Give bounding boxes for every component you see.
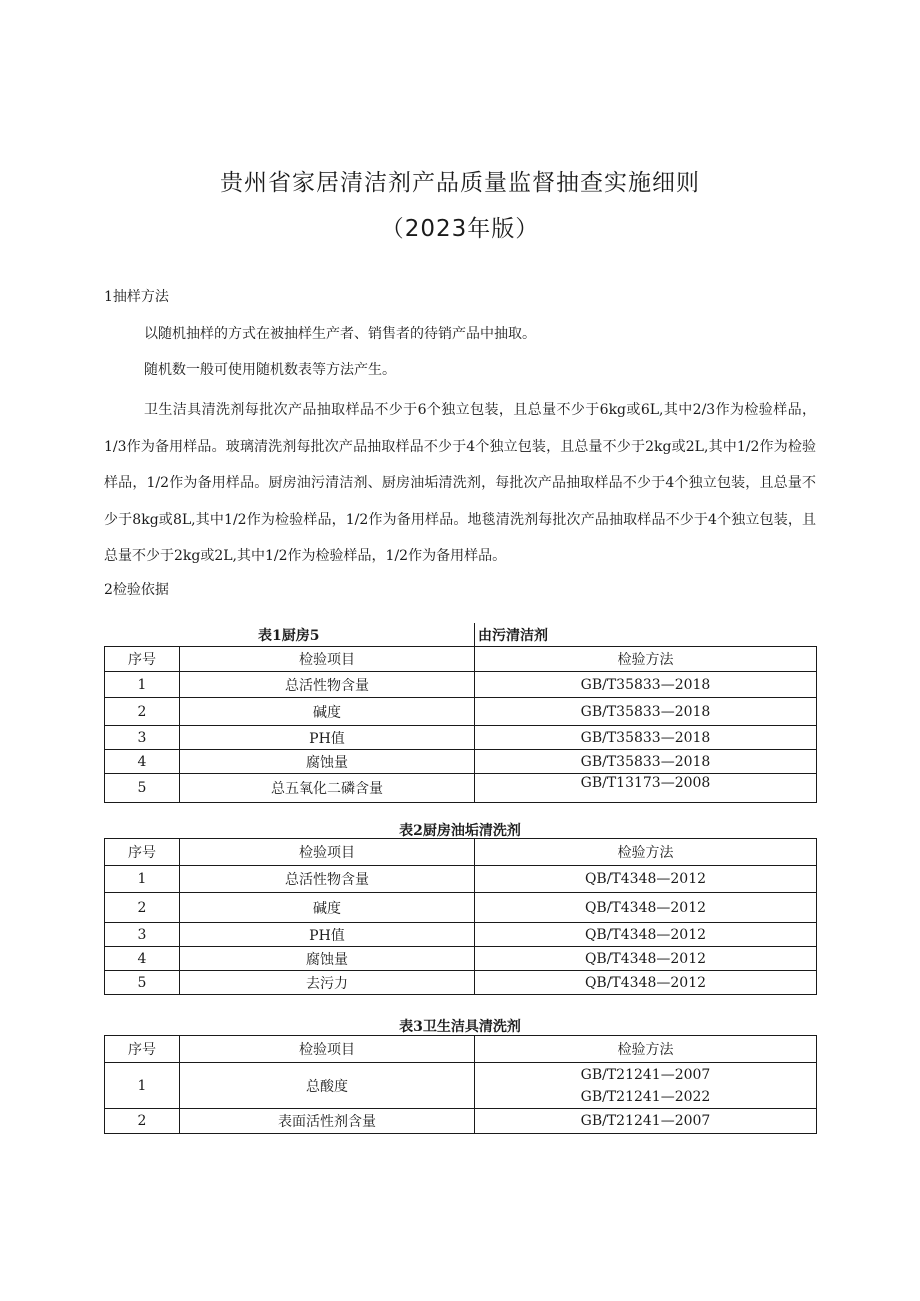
table-cell: 1 [105, 672, 180, 698]
table-cell: 1 [105, 866, 180, 893]
table-row [105, 866, 817, 893]
table-cell: 2 [105, 893, 180, 923]
table-cell: QB/T4348—2012 [475, 971, 817, 995]
table-2-caption: 表2厨房油垢清洗剂 [399, 823, 521, 839]
table-row [105, 1063, 817, 1109]
table-cell: 腐蚀量 [180, 947, 475, 971]
table-header-row [105, 647, 817, 672]
table-2 [104, 838, 817, 995]
table-cell: GB/T35833—2018 [475, 698, 817, 726]
header-cell: 检验项目 [180, 647, 475, 672]
header-cell: 检验方法 [475, 1036, 817, 1063]
table-row [105, 774, 817, 803]
paragraph-sampling-method: 以随机抽样的方式在被抽样生产者、销售者的待销产品中抽取。 [144, 326, 536, 342]
table-cell: 5 [105, 971, 180, 995]
table-cell-methods [475, 1063, 817, 1109]
section-2-heading: 2检验依据 [104, 582, 169, 598]
table-cell: PH值 [180, 726, 475, 750]
table-cell: GB/T35833—2018 [475, 726, 817, 750]
table-3 [104, 1035, 817, 1134]
table-3-caption: 表3卫生洁具清洗剂 [399, 1019, 521, 1035]
table-row [105, 698, 817, 726]
page-title: 贵州省家居清洁剂产品质量监督抽查实施细则 [220, 170, 700, 196]
table-row [105, 893, 817, 923]
header-cell: 序号 [105, 839, 180, 866]
table-1-caption-left: 表1厨房5 [258, 628, 320, 644]
header-cell: 序号 [105, 1036, 180, 1063]
table-row [105, 923, 817, 947]
method-line: GB/T21241—2007 [580, 1066, 711, 1083]
table-cell: GB/T35833—2018 [475, 750, 817, 774]
table-row [105, 726, 817, 750]
table-cell: QB/T4348—2012 [475, 866, 817, 893]
table-cell: 5 [105, 774, 180, 803]
page-subtitle: （2023年版） [380, 216, 540, 242]
table-header-row [105, 1036, 817, 1063]
paragraph-sample-quantities: 卫生洁具清洗剂每批次产品抽取样品不少于6个独立包装，且总量不少于6kg或6L,其中2/3作为检验样品，1/3作为备用样品。玻璃清洗剂每批次产品抽取样品不少于4个独立包装，且总量不少于2kg或2L,其中1/2作为检验样品，1/2作为备用样品。厨房油污清洁剂、厨房油垢清洗剂，每批次产品抽取样品不少于4个独立包装，且总量不少于8kg或8L,其中1/2作为检验样品，1/2作为备用样品。地毯清洗剂每批次产品抽取样品不少于4个独立包装，且总量不少于2kg或2L,其中1/2作为检验样品，1/2作为备用样品。 [104, 402, 816, 564]
table-1-caption-right: 由污清洁剂 [478, 628, 548, 644]
table-1 [104, 646, 817, 803]
table-cell: 2 [105, 698, 180, 726]
table-row [105, 672, 817, 698]
header-cell: 序号 [105, 647, 180, 672]
header-cell: 检验项目 [180, 1036, 475, 1063]
table-1-caption-divider [474, 623, 475, 647]
table-cell: PH值 [180, 923, 475, 947]
table-cell: 总五氧化二磷含量 [180, 774, 475, 803]
method-line: GB/T21241—2022 [580, 1088, 711, 1105]
section-1-heading: 1抽样方法 [104, 289, 169, 305]
header-cell: 检验项目 [180, 839, 475, 866]
table-cell: QB/T4348—2012 [475, 923, 817, 947]
table-row [105, 971, 817, 995]
table-cell: 碱度 [180, 893, 475, 923]
table-cell: 4 [105, 750, 180, 774]
table-cell: QB/T4348—2012 [475, 893, 817, 923]
table-cell: 4 [105, 947, 180, 971]
table-row [105, 947, 817, 971]
header-cell: 检验方法 [475, 839, 817, 866]
table-cell: 3 [105, 726, 180, 750]
paragraph-random-numbers: 随机数一般可使用随机数表等方法产生。 [144, 362, 396, 378]
table-cell: 1 [105, 1063, 180, 1109]
table-cell: 总酸度 [180, 1063, 475, 1109]
table-cell: 碱度 [180, 698, 475, 726]
table-cell: GB/T13173—2008 [475, 774, 817, 803]
table-cell: 去污力 [180, 971, 475, 995]
header-cell: 检验方法 [475, 647, 817, 672]
table-cell: QB/T4348—2012 [475, 947, 817, 971]
table-cell: GB/T21241—2007 [475, 1109, 817, 1134]
table-cell: 2 [105, 1109, 180, 1134]
table-row [105, 750, 817, 774]
table-header-row [105, 839, 817, 866]
table-cell: 总活性物含量 [180, 672, 475, 698]
table-cell: 表面活性剂含量 [180, 1109, 475, 1134]
table-cell: 总活性物含量 [180, 866, 475, 893]
table-row [105, 1109, 817, 1134]
table-cell: 腐蚀量 [180, 750, 475, 774]
table-cell: 3 [105, 923, 180, 947]
table-cell: GB/T35833—2018 [475, 672, 817, 698]
